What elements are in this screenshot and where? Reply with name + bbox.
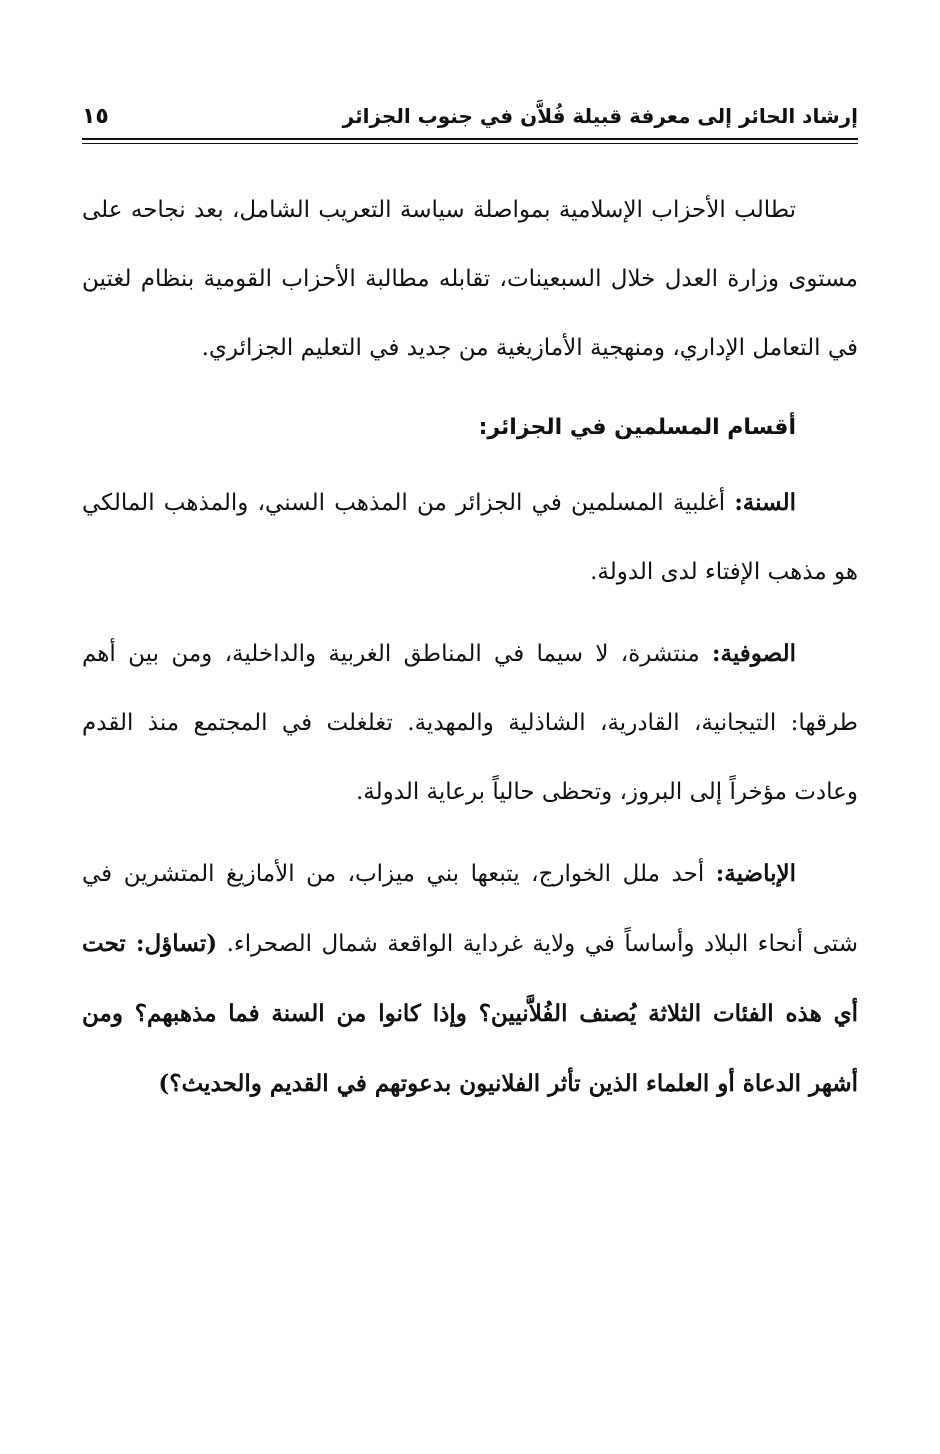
section-heading: أقسام المسلمين في الجزائر: bbox=[478, 415, 796, 440]
sunna-text: أغلبية المسلمين في الجزائر من المذهب السني، والمذهب المالكي هو مذهب الإفتاء لدى الدولة. bbox=[82, 490, 858, 585]
intro-paragraph: تطالب الأحزاب الإسلامية بمواصلة سياسة التعريب الشامل، بعد نجاحه على مستوى وزارة العدل خلال السبعينات، تقابله مطالبة الأحزاب القومية بنظام لغتين في التعامل الإداري، ومنهجية الأمازيغية من جديد في التعليم الجزائري. bbox=[82, 197, 858, 361]
header-rule-thick bbox=[82, 138, 858, 140]
sunna-paragraph bbox=[82, 468, 858, 607]
page-number: ١٥ bbox=[82, 103, 109, 129]
header-rule-thin bbox=[82, 143, 858, 144]
sufi-term: الصوفية: bbox=[712, 640, 796, 667]
sunna-term: السنة: bbox=[734, 489, 796, 516]
body-text bbox=[82, 176, 858, 1119]
ibadi-text: أحد ملل الخوارج، يتبعها بني ميزاب، من الأمازيغ المتشرين في شتى أنحاء البلاد وأساساً في ولاية غرداية الواقعة شمال الصحراء. bbox=[82, 861, 858, 957]
ibadi-term: الإباضية: bbox=[715, 860, 796, 887]
running-header bbox=[82, 96, 858, 136]
header-title: إرشاد الحائر إلى معرفة قبيلة فُلاَّن في جنوب الجزائر bbox=[342, 104, 858, 128]
sufi-text: منتشرة، لا سيما في المناطق الغربية والداخلية، ومن بين أهم طرقها: التيجانية، القادرية، الشاذلية والمهدية. تغلغلت في المجتمع منذ القدم وعادت مؤخراً إلى البروز، وتحظى حالياً برعاية الدولة. bbox=[82, 641, 858, 805]
ibadi-paragraph bbox=[82, 839, 858, 1119]
sufi-paragraph bbox=[82, 619, 858, 827]
ibadi-question: (تساؤل: تحت أي هذه الفئات الثلاثة يُصنف الفُلاَّنيين؟ وإذا كانوا من السنة فما مذهبهم؟ ومن أشهر الدعاة أو العلماء الذين تأثر الفلانيون بدعوتهم في القديم والحديث؟) bbox=[82, 930, 858, 1097]
